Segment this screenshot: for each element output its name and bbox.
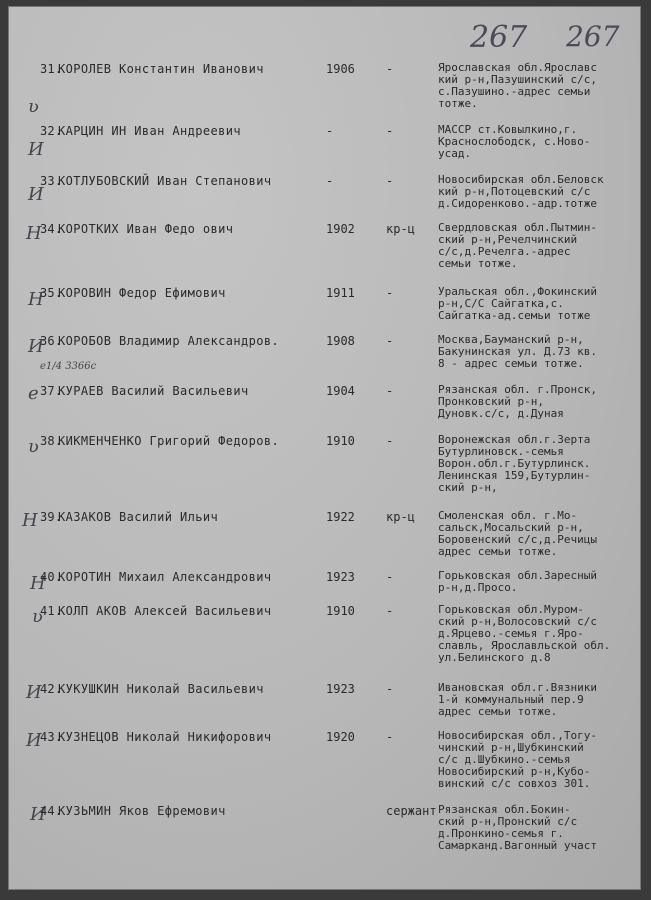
entry-rank: - xyxy=(386,570,394,584)
entry-rank: - xyxy=(386,286,394,300)
entry-number: 38. xyxy=(40,434,63,448)
margin-check-mark: И xyxy=(28,184,44,205)
margin-check-mark: ʋ xyxy=(28,96,39,117)
entry-birth-year: 1906 xyxy=(326,62,355,76)
entry-name: КУЗЬМИН Яков Ефремович xyxy=(58,804,226,818)
entry-birth-year: 1910 xyxy=(326,434,355,448)
entry-name: КАЗАКОВ Василий Ильич xyxy=(58,510,219,524)
handwritten-page-number-copy: 267 xyxy=(566,20,620,53)
entry-address: Уральская обл.,Фокинский р-н,С/С Сайгатка,с. Сайгатка-ад.семьи тотже xyxy=(438,285,597,322)
entry-number: 34. xyxy=(40,222,63,236)
margin-check-mark: Н xyxy=(30,573,46,594)
entry-rank: - xyxy=(386,682,394,696)
entry-rank: - xyxy=(386,124,394,138)
margin-check-mark: ʋ xyxy=(28,436,39,457)
entry-birth-year: 1911 xyxy=(326,286,355,300)
entry-name: КУРАЕВ Василий Васильевич xyxy=(58,384,249,398)
entry-address: Рязанская обл. г.Пронск, Пронковский р-н, Дуновк.с/с, д.Дуная xyxy=(438,383,597,420)
entry-name: КИКМЕНЧЕНКО Григорий Федоров. xyxy=(58,434,280,448)
entry-rank: - xyxy=(386,334,394,348)
margin-check-mark: И xyxy=(30,804,46,825)
entry-rank: - xyxy=(386,730,394,744)
entry-name: КОТЛУБОВСКИЙ Иван Степанович xyxy=(58,174,272,188)
document-page xyxy=(8,6,641,890)
entry-address: Горьковская обл.Заресный р-н,д.Просо. xyxy=(438,569,597,594)
entry-number: 32. xyxy=(40,124,63,138)
margin-check-mark: Н xyxy=(26,223,42,244)
entry-name: КОЛП АКОВ Алексей Васильевич xyxy=(58,604,272,618)
entry-rank: - xyxy=(386,174,394,188)
entry-address: Новосибирская обл.Беловск кий р-н,Потоцевский с/с д.Сидоренково.-адр.тотже xyxy=(438,173,604,210)
entry-birth-year: 1902 xyxy=(326,222,355,236)
entry-number: 39. xyxy=(40,510,63,524)
entry-birth-year: 1923 xyxy=(326,682,355,696)
margin-check-mark: И xyxy=(28,336,44,357)
margin-check-mark: Н xyxy=(28,289,44,310)
entry-birth-year: - xyxy=(326,174,334,188)
entry-number: 36. xyxy=(40,334,63,348)
entry-name: КАРЦИН ИН Иван Андреевич xyxy=(58,124,241,138)
entry-address: Рязанская обл.Бокин- ский р-н,Пронский с/с д.Пронкино-семья г. Самарканд.Вагонный участ xyxy=(438,803,597,852)
entry-address: Воронежская обл.г.Зерта Бутурлиновск.-семья Ворон.обл.г.Бутурлинск. Ленинская 159,Бутурлин- ский р-н, xyxy=(438,433,591,494)
entry-address: Ярославская обл.Ярославс кий р-н,Пазушинский с/с, с.Пазушино.-адрес семьи тотже. xyxy=(438,61,597,110)
entry-address: Новосибирская обл.,Тогу- чинский р-н,Шубкинский с/с д.Шубкино.-семья Новосибирский р-н,Кубо- винский с/с совхоз 301. xyxy=(438,729,597,790)
entry-birth-year: 1904 xyxy=(326,384,355,398)
margin-check-mark: И xyxy=(26,730,42,751)
entry-number: 42. xyxy=(40,682,63,696)
entry-name: КОРОТКИХ Иван Федо ович xyxy=(58,222,234,236)
margin-note: е1/4 3366с xyxy=(40,361,97,372)
entry-rank: сержант xyxy=(386,804,437,818)
entry-rank: - xyxy=(386,434,394,448)
entry-name: КОРОТИН Михаил Александрович xyxy=(58,570,272,584)
entry-rank: - xyxy=(386,62,394,76)
entry-number: 44. xyxy=(40,804,63,818)
entry-birth-year: 1922 xyxy=(326,510,355,524)
entry-number: 40. xyxy=(40,570,63,584)
entry-name: КОРОВИН Федор Ефимович xyxy=(58,286,226,300)
entry-birth-year: 1908 xyxy=(326,334,355,348)
entry-address: Ивановская обл.г.Вязники 1-й коммунальный пер.9 адрес семьи тотже. xyxy=(438,681,597,718)
entry-rank: кр-ц xyxy=(386,510,415,524)
entry-address: Смоленская обл. г.Мо- сальск,Мосальский р-н, Боровенский с/с,д.Речицы адрес семьи тотже. xyxy=(438,509,597,558)
entry-address: Москва,Бауманский р-н, Бакунинская ул. Д.73 кв. 8 - адрес семьи тотже. xyxy=(438,333,597,370)
margin-check-mark: И xyxy=(26,682,42,703)
handwritten-page-number: 267 xyxy=(470,20,528,55)
entry-name: КУКУШКИН Николай Васильевич xyxy=(58,682,264,696)
entry-number: 37. xyxy=(40,384,63,398)
entry-rank: - xyxy=(386,604,394,618)
margin-check-mark: е xyxy=(28,383,39,404)
margin-check-mark: И xyxy=(28,139,44,160)
entry-number: 41. xyxy=(40,604,63,618)
entry-number: 31. xyxy=(40,62,63,76)
entry-name: КУЗНЕЦОВ Николай Никифорович xyxy=(58,730,272,744)
entry-name: КОРОБОВ Владимир Александров. xyxy=(58,334,280,348)
entry-birth-year: 1910 xyxy=(326,604,355,618)
entry-address: МАССР ст.Ковылкино,г. Краснослободск, с.Ново- усад. xyxy=(438,123,591,160)
entry-rank: кр-ц xyxy=(386,222,415,236)
entry-number: 33. xyxy=(40,174,63,188)
entry-number: 35. xyxy=(40,286,63,300)
entry-birth-year: 1923 xyxy=(326,570,355,584)
entry-birth-year: 1920 xyxy=(326,730,355,744)
entry-rank: - xyxy=(386,384,394,398)
entry-name: КОРОЛЕВ Константин Иванович xyxy=(58,62,264,76)
margin-check-mark: ʋ xyxy=(32,606,43,627)
entry-number: 43. xyxy=(40,730,63,744)
entry-address: Горьковская обл.Муром- ский р-н,Волосовский с/с д.Ярцево.-семья г.Яро- славль, Ярославльской обл. ул.Белинского д.8 xyxy=(438,603,611,664)
margin-check-mark: Н xyxy=(22,510,38,531)
entry-address: Свердловская обл.Пытмин- ский р-н,Речелчинский с/с,д.Речелга.-адрес семьи тотже. xyxy=(438,221,597,270)
entry-birth-year: - xyxy=(326,124,334,138)
